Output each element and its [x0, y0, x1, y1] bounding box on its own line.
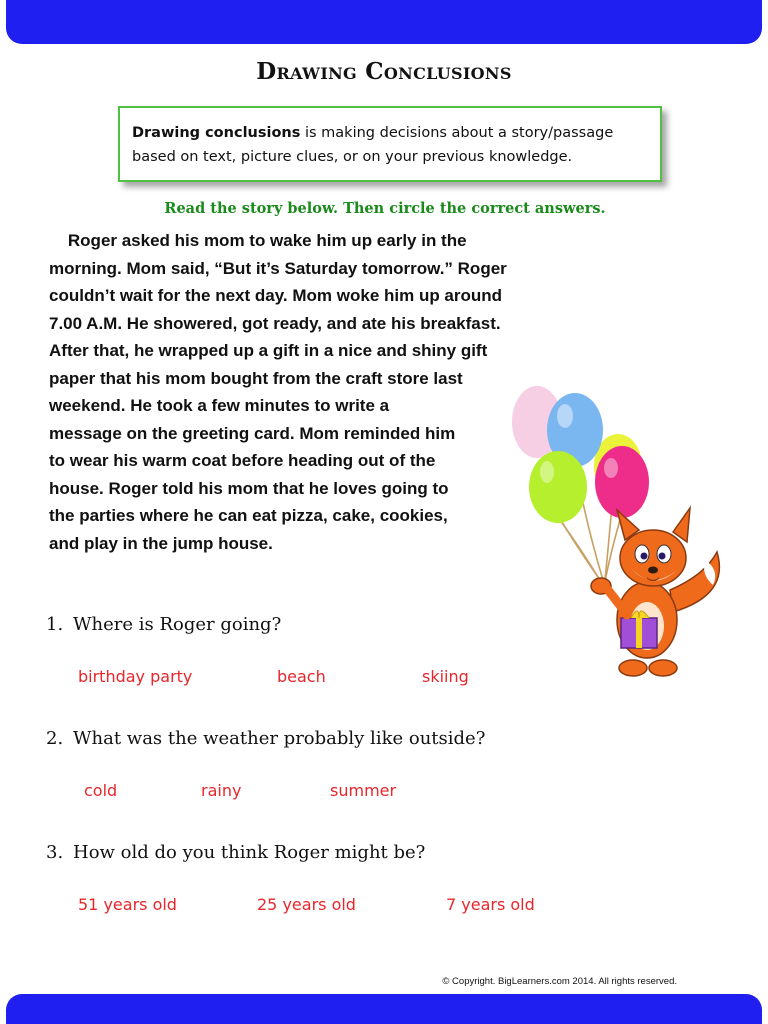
question-text: Where is Roger going? [73, 614, 282, 635]
answer-option[interactable]: birthday party [78, 667, 193, 686]
question-number: 1. [46, 614, 64, 635]
story-line: couldn’t wait for the next day. Mom woke him up around [49, 286, 503, 305]
story-passage [49, 227, 569, 557]
answer-option[interactable]: summer [330, 781, 397, 800]
answer-option[interactable]: rainy [201, 781, 242, 800]
bottom-banner [6, 994, 762, 1024]
question-text: How old do you think Roger might be? [73, 842, 426, 863]
worksheet-title: Drawing Conclusions [256, 58, 512, 85]
definition-text-2: based on text, picture clues, or on your previous knowledge. [132, 149, 573, 165]
instructions: Read the story below. Then circle the correct answers. [164, 200, 606, 217]
question-text: What was the weather probably like outside? [73, 728, 486, 749]
answer-option[interactable]: beach [277, 667, 326, 686]
story-line: 7.00 A.M. He showered, got ready, and ate his breakfast. [49, 313, 501, 333]
answer-option[interactable]: skiing [422, 667, 469, 686]
question-1 [46, 614, 281, 635]
question-number: 2. [46, 728, 64, 749]
story-line: to wear his warm coat before heading out of the [49, 451, 436, 470]
definition-term: Drawing conclusions [132, 125, 301, 141]
story-line: and play in the jump house. [49, 533, 273, 553]
definition-box [118, 106, 662, 182]
copyright-notice: © Copyright. BigLearners.com 2014. All rights reserved. [442, 976, 677, 987]
question-number: 3. [46, 842, 64, 863]
answer-option[interactable]: cold [84, 781, 118, 800]
answer-option[interactable]: 51 years old [78, 895, 177, 914]
answer-option[interactable]: 7 years old [446, 895, 535, 914]
story-line: message on the greeting card. Mom reminded him [49, 423, 456, 443]
fox-with-balloons-icon [505, 380, 730, 680]
story-line: house. Roger told his mom that he loves going to [49, 478, 449, 498]
story-line: Roger asked his mom to wake him up early in the [49, 231, 467, 250]
top-banner [6, 0, 762, 44]
story-line: After that, he wrapped up a gift in a nice and shiny gift [49, 341, 488, 360]
question-3 [46, 842, 425, 863]
question-2 [46, 728, 485, 749]
story-line: paper that his mom bought from the craft store last [49, 368, 463, 388]
definition-text-1: is making decisions about a story/passage [300, 125, 614, 141]
story-line: weekend. He took a few minutes to write a [49, 396, 390, 415]
story-line: morning. Mom said, “But it’s Saturday tomorrow.” Roger [49, 258, 507, 278]
story-line: the parties where he can eat pizza, cake, cookies, [49, 506, 448, 525]
answer-option[interactable]: 25 years old [257, 895, 356, 914]
